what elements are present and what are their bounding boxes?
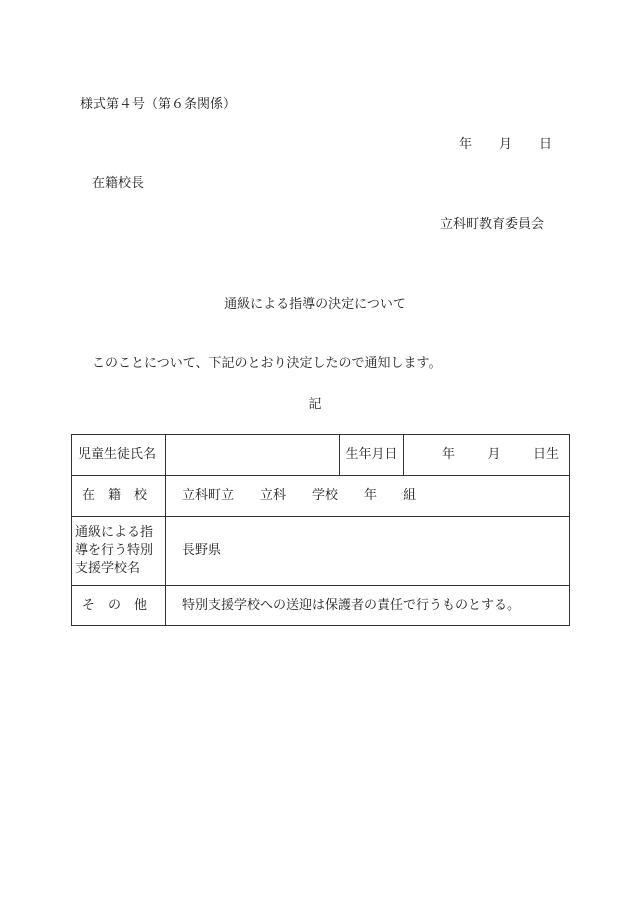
table-row-student <box>72 435 570 476</box>
student-name-label: 児童生徒氏名 <box>72 435 166 476</box>
special-school-label-line3: 支援学校名 <box>75 561 141 576</box>
recipient: 在籍校長 <box>92 176 145 191</box>
table-row-school <box>72 476 570 517</box>
student-name-field[interactable] <box>166 435 340 476</box>
date-year: 年 <box>459 137 473 152</box>
school-town: 立科町立 <box>182 488 235 503</box>
school-class: 組 <box>403 488 417 503</box>
form-number: 様式第４号（第６条関係） <box>80 97 237 112</box>
dob-field[interactable] <box>404 435 570 476</box>
special-school-field[interactable]: 長野県 <box>166 517 570 586</box>
body-text: このことについて、下記のとおり決定したので通知します。 <box>92 356 442 371</box>
enrolled-school-label: 在 籍 校 <box>72 476 166 517</box>
table-row-other <box>72 586 570 626</box>
dob-label: 生年月日 <box>340 435 404 476</box>
dob-month: 月 <box>487 447 501 462</box>
dob-year: 年 <box>442 447 456 462</box>
other-field[interactable]: 特別支援学校への送迎は保護者の責任で行うものとする。 <box>166 586 570 626</box>
issuer: 立科町教育委員会 <box>440 217 545 232</box>
dob-day: 日生 <box>532 447 559 462</box>
document-title: 通級による指導の決定について <box>224 297 406 312</box>
info-table <box>71 434 570 626</box>
ki-label: 記 <box>308 397 322 412</box>
date-line <box>459 138 552 151</box>
date-day: 日 <box>539 137 553 152</box>
enrolled-school-field[interactable] <box>166 476 570 517</box>
school-grade: 年 <box>364 488 378 503</box>
special-school-label-line1: 通級による指 <box>75 525 154 540</box>
other-label: そ の 他 <box>72 586 166 626</box>
table-row-special-school <box>72 517 570 586</box>
school-prefix: 立科 <box>260 488 287 503</box>
date-month: 月 <box>499 137 513 152</box>
special-school-label <box>72 517 166 586</box>
school-suffix: 学校 <box>312 488 339 503</box>
special-school-label-line2: 導を行う特別 <box>75 543 154 558</box>
